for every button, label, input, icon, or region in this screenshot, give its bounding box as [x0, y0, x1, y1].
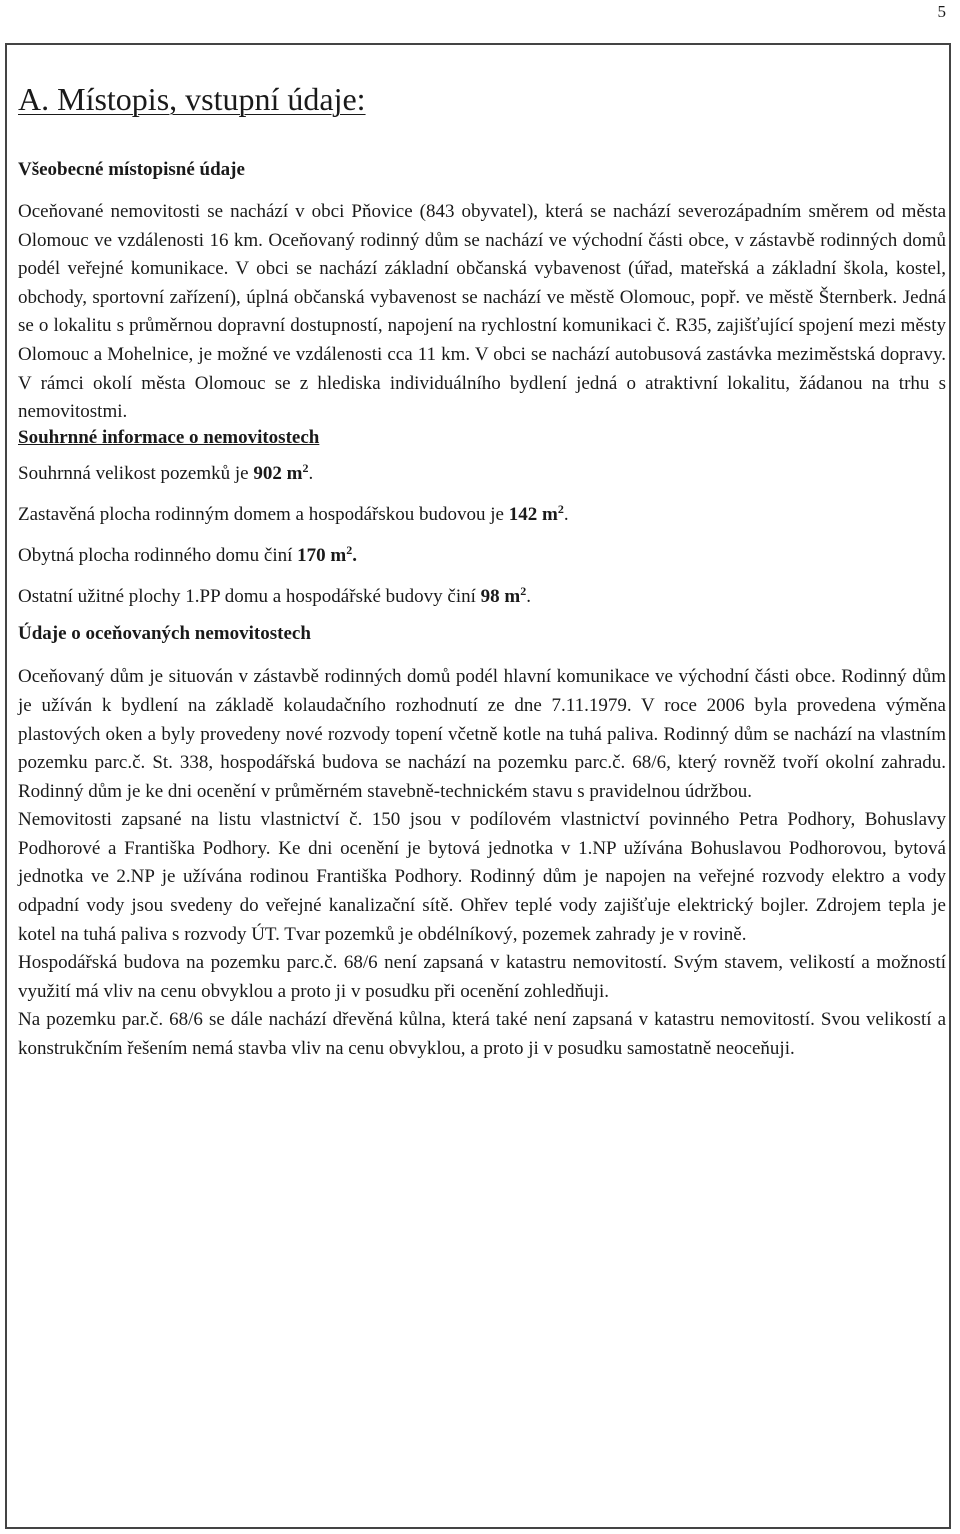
summary-line-other: [18, 585, 946, 609]
summary-line-sup: 2: [302, 460, 309, 475]
summary-line-value: 902 m: [253, 462, 303, 484]
summary-line-suffix: .: [526, 585, 531, 607]
summary-line-built: [18, 503, 946, 527]
summary-line-value: 98 m: [480, 585, 521, 607]
page-number: 5: [937, 2, 946, 21]
document-content: [18, 82, 946, 1064]
summary-line-value: 170 m: [297, 544, 347, 566]
summary-line-sup: 2: [557, 501, 564, 516]
details-paragraph-3: Hospodářská budova na pozemku parc.č. 68/6 není zapsaná v katastru nemovitostí. Svým stavem, velikostí a možností využití má vliv na cenu obvyklou a proto ji v posudku při ocenění zohledňuji.: [18, 952, 946, 1002]
summary-line-living: [18, 544, 946, 568]
summary-line-land: [18, 462, 946, 486]
summary-heading: Souhrnné informace o nemovitostech: [18, 426, 320, 448]
section-title: A. Místopis, vstupní údaje:: [18, 81, 366, 117]
summary-line-suffix: .: [563, 503, 569, 525]
summary-line-text: Souhrnná velikost pozemků je: [18, 462, 254, 484]
details-paragraph-4: Na pozemku par.č. 68/6 se dále nachází dřevěná kůlna, která také není zapsaná v katastru nemovitostí. Svou velikostí a konstrukčním řešením nemá stavba vliv na cenu obvyklou, a proto ji v posudku samostatně neoceňuji.: [18, 1009, 946, 1060]
summary-line-sup: 2: [346, 542, 353, 557]
details-paragraph-1: Oceňovaný dům je situován v zástavbě rodinných domů podél hlavní komunikace ve východní části obce. Rodinný dům je užíván k bydlení na základě kolaudačního rozhodnutí ze dne 7.11.1979. V roce 2006 byla provedena výměna plastových oken a byly provedeny nové rozvody topení včetně kotle na tuhá paliva. Rodinný dům se nachází na vlastním pozemku parc.č. St. 338, hospodářská budova se nachází na pozemku parc.č. 68/6, který rovněž tvoří okolní zahradu. Rodinný dům je ke dni ocenění v průměrném stavebně-technickém stavu s pravidelnou údržbou.: [18, 666, 946, 802]
summary-line-value: 142 m: [508, 503, 558, 525]
details-paragraph-2: Nemovitosti zapsané na listu vlastnictví č. 150 jsou v podílovém vlastnictví povinného Petra Podhory, Bohuslavy Podhorové a Františka Podhory. Ke dni ocenění je bytová jednotka v 1.NP užívána Bohuslavou Podhorovou, bytová jednotka ve 2.NP je užívána rodinou Františka Podhory. Rodinný dům je napojen na veřejné rozvody elektro a vody odpadní vody jsou svedeny do veřejné kanalizační sítě. Ohřev teplé vody zajišťuje elektrický bojler. Zdrojem tepla je kotel na tuhá paliva s rozvody ÚT. Tvar pozemků je obdélníkový, pozemek zahrady je v rovině.: [18, 809, 946, 945]
summary-line-text: Obytná plocha rodinného domu činí: [18, 544, 298, 566]
general-heading: Všeobecné místopisné údaje: [18, 159, 245, 181]
summary-line-text: Zastavěná plocha rodinným domem a hospodářskou budovou je: [18, 503, 509, 525]
details-heading: Údaje o oceňovaných nemovitostech: [18, 622, 311, 644]
summary-line-suffix: .: [352, 544, 357, 566]
general-paragraph: Oceňované nemovitosti se nachází v obci Pňovice (843 obyvatel), která se nachází severozápadním směrem od města Olomouc ve vzdálenosti 16 km. Oceňovaný rodinný dům se nachází ve východní části obce, v zástavbě rodinných domů podél veřejné komunikace. V obci se nachází základní občanská vybavenost (úřad, mateřská a základní škola, kostel, obchody, sportovní zařízení), úplná občanská vybavenost se nachází ve městě Olomouc, popř. ve městě Šternberk. Jedná se o lokalitu s průměrnou dopravní dostupností, napojení na rychlostní komunikaci č. R35, zajišťující spojení mezi městy Olomouc a Mohelnice, je možné ve vzdálenosti cca 11 km. V obci se nachází autobusová zastávka meziměstská dopravy. V rámci okolí města Olomouc se z hlediska individuálního bydlení jedná o atraktivní lokalitu, žádanou na trhu s nemovitostmi.: [18, 200, 946, 423]
summary-line-suffix: .: [308, 462, 314, 484]
summary-line-text: Ostatní užitné plochy 1.PP domu a hospodářské budovy činí: [18, 585, 481, 607]
summary-line-sup: 2: [520, 583, 527, 598]
